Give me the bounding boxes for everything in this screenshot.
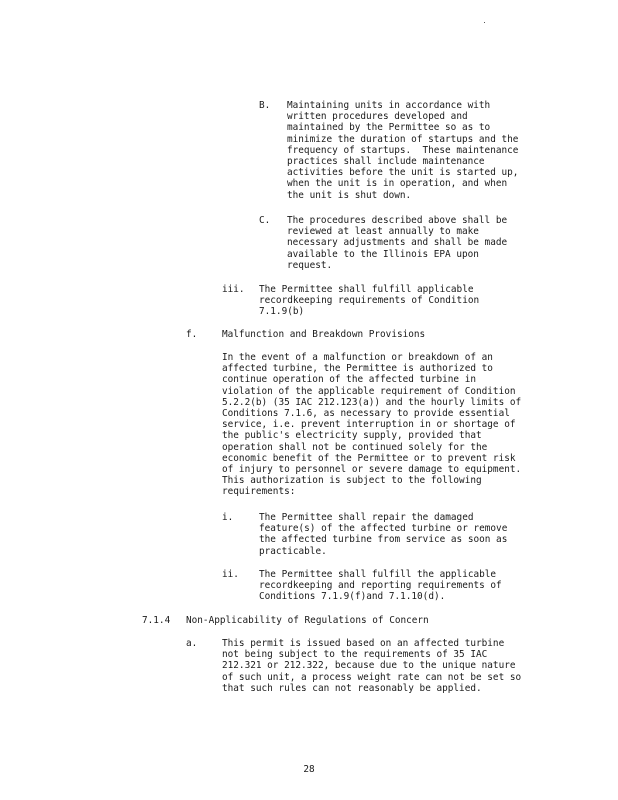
text-line: In the event of a malfunction or breakdown of an xyxy=(222,352,493,363)
text-line: the unit is shut down. xyxy=(287,189,412,201)
section-714-marker: 7.1.4 xyxy=(142,615,171,626)
text-line: activities before the unit is started up, xyxy=(287,167,519,179)
item-714-a-marker: a. xyxy=(186,638,198,649)
scan-speck xyxy=(484,22,485,23)
item-c-text xyxy=(287,215,507,271)
text-line: Maintaining units in accordance with xyxy=(287,100,491,111)
text-line: feature(s) of the affected turbine or remove xyxy=(259,523,508,535)
text-line: necessary adjustments and shall be made xyxy=(287,237,508,249)
page-number: 28 xyxy=(303,764,315,775)
text-line: This permit is issued based on an affected turbine xyxy=(222,638,505,649)
text-line: The Permittee shall repair the damaged xyxy=(259,512,474,523)
text-line: the affected turbine from service as soon as xyxy=(259,534,508,546)
item-iii-text xyxy=(259,284,479,318)
text-line: Conditions 7.1.9(f)and 7.1.10(d). xyxy=(259,591,446,603)
text-line: violation of the applicable requirement of Condition xyxy=(222,385,516,397)
text-line: written procedures developed and xyxy=(287,111,468,123)
item-714-a-text xyxy=(222,638,521,694)
text-line: recordkeeping requirements of Condition xyxy=(259,295,480,307)
text-line: that such rules can not reasonably be applied. xyxy=(222,682,482,694)
text-line: available to the Illinois EPA upon xyxy=(287,248,479,260)
item-b-marker: B. xyxy=(259,100,271,111)
item-f-ii-marker: ii. xyxy=(222,569,239,580)
text-line: when the unit is in operation, and when xyxy=(287,178,508,190)
item-f-i-marker: i. xyxy=(222,512,234,523)
item-iii-marker: iii. xyxy=(222,284,245,295)
text-line: practicable. xyxy=(259,545,327,557)
text-line: 7.1.9(b) xyxy=(259,306,305,318)
text-line: frequency of startups. These maintenance xyxy=(287,144,519,156)
text-line: not being subject to the requirements of 35 IAC xyxy=(222,649,488,661)
text-line: This authorization is subject to the following xyxy=(222,475,482,487)
text-line: of injury to personnel or severe damage to equipment. xyxy=(222,464,522,476)
text-line: continue operation of the affected turbine in xyxy=(222,374,476,386)
text-line: 5.2.2(b) (35 IAC 212.123(a)) and the hourly limits of xyxy=(222,396,522,408)
text-line: practices shall include maintenance xyxy=(287,156,485,168)
text-line: recordkeeping and reporting requirements of xyxy=(259,580,502,592)
text-line: service, i.e. prevent interruption in or shortage of xyxy=(222,419,516,431)
text-line: Conditions 7.1.6, as necessary to provide essential xyxy=(222,408,510,420)
text-line: operation shall not be continued solely for the xyxy=(222,441,488,453)
section-f-marker: f. xyxy=(186,329,198,340)
item-c-marker: C. xyxy=(259,215,271,226)
text-line: requirements: xyxy=(222,486,296,498)
text-line: 212.321 or 212.322, because due to the unique nature xyxy=(222,660,516,672)
section-f-paragraph xyxy=(222,352,521,498)
text-line: affected turbine, the Permittee is authorized to xyxy=(222,363,493,375)
item-f-i-text xyxy=(259,512,507,557)
text-line: The Permittee shall fulfill applicable xyxy=(259,284,474,295)
text-line: request. xyxy=(287,259,333,271)
item-f-ii-text xyxy=(259,569,502,603)
text-line: maintained by the Permittee so as to xyxy=(287,122,491,134)
item-b-text xyxy=(287,100,518,201)
section-714-heading: Non-Applicability of Regulations of Concern xyxy=(186,615,429,626)
text-line: minimize the duration of startups and the xyxy=(287,133,519,145)
section-f-heading: Malfunction and Breakdown Provisions xyxy=(222,329,426,340)
text-line: the public's electricity supply, provided that xyxy=(222,430,482,442)
text-line: The procedures described above shall be xyxy=(287,215,508,226)
text-line: economic benefit of the Permittee or to prevent risk xyxy=(222,452,516,464)
text-line: of such unit, a process weight rate can not be set so xyxy=(222,671,522,683)
text-line: reviewed at least annually to make xyxy=(287,226,479,238)
text-line: The Permittee shall fulfill the applicable xyxy=(259,569,497,580)
